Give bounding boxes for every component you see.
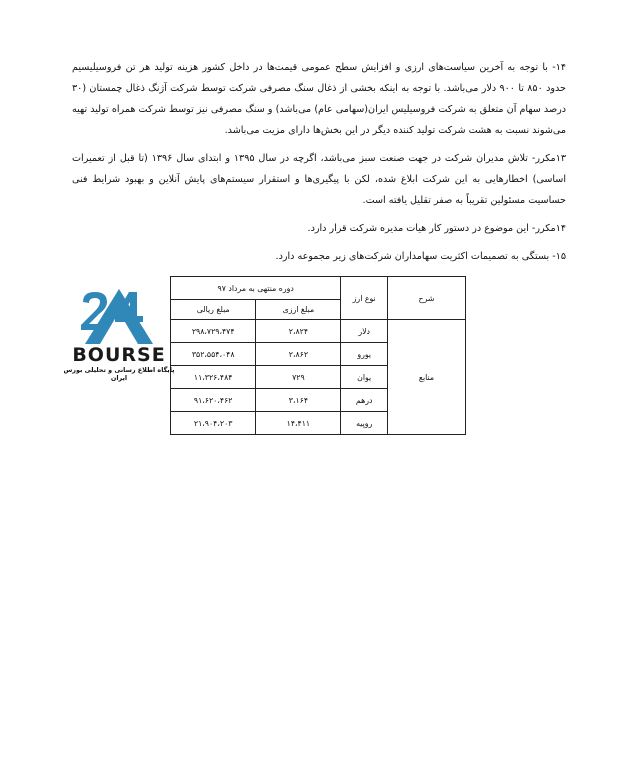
logo-wordmark: BOURSE	[72, 344, 166, 366]
cell-fx-amount: ۲،۸۲۴	[256, 320, 341, 343]
logo-24-mark-icon	[59, 286, 179, 346]
cell-rial-amount: ۹۱،۶۲۰،۴۶۲	[171, 389, 256, 412]
header-period: دوره منتهی به مرداد ۹۷	[171, 277, 341, 300]
table-row	[171, 320, 466, 343]
logo-subtitle: پایگاه اطلاع رسانی و تحلیلی بورس ایران	[63, 366, 175, 382]
cell-fx-amount: ۷۲۹	[256, 366, 341, 389]
header-fx-amount: مبلغ ارزی	[256, 300, 341, 320]
currency-resources-table	[170, 276, 466, 435]
bourse24-logo	[59, 286, 179, 382]
paragraph-14-repeat: ۱۴مکرر- این موضوع در دستور کار هیات مدیره شرکت قرار دارد.	[307, 223, 566, 234]
row-label-resources: منابع	[387, 320, 465, 435]
paragraph-14: ۱۴- با توجه به آخرین سیاست‌های ارزی و افزایش سطح عمومی قیمت‌ها در داخل کشور هزینه تولید هر تن فروسیلیسیم حدود ۸۵۰ تا ۹۰۰ دلار می‌باشد. با توجه به اینکه بخشی از ذغال سنگ مصرفی شرکت توسط شرکت آژنگ ذغال چمستان (۳۰ درصد سهام آن متعلق به شرکت فروسیلیس ایران(سهامی عام) می‌باشد) و سنگ مصرفی نیز توسط شرکت همراه تولید تهیه می‌شوند نسبت به هشت شرکت تولید کننده دیگر در این بخش‌ها دارای مزیت می‌باشد.	[72, 62, 566, 136]
header-rial-amount: مبلغ ریالی	[171, 300, 256, 320]
header-description: شرح	[387, 277, 465, 320]
cell-currency: روپیه	[341, 412, 388, 435]
paragraph-13-repeat: ۱۳مکرر- تلاش مدیران شرکت در جهت صنعت سبز می‌باشد، اگرچه در سال ۱۳۹۵ و ابتدای سال ۱۳۹۶ (تا قبل از تعمیرات اساسی) اخطارهایی به این شرکت ابلاغ شده، لکن با پیگیری‌ها و استقرار سیستم‌های پایش آنلاین و بهبود شرایط فنی حساسیت مسئولین تقریباً به صفر تقلیل یافته است.	[72, 153, 566, 206]
cell-currency: یوان	[341, 366, 388, 389]
header-currency-type: نوع ارز	[341, 277, 388, 320]
cell-fx-amount: ۱۴،۴۱۱	[256, 412, 341, 435]
cell-currency: درهم	[341, 389, 388, 412]
cell-fx-amount: ۲،۸۶۲	[256, 343, 341, 366]
cell-rial-amount: ۱۱،۳۲۶،۴۸۴	[171, 366, 256, 389]
paragraph-15: ۱۵- بستگی به تصمیمات اکثریت سهامداران شرکت‌های زیر مجموعه دارد.	[275, 251, 566, 262]
cell-rial-amount: ۲۹۸،۷۲۹،۴۷۴	[171, 320, 256, 343]
cell-fx-amount: ۳،۱۶۴	[256, 389, 341, 412]
cell-rial-amount: ۳۵۲،۵۵۴،۰۴۸	[171, 343, 256, 366]
cell-currency: دلار	[341, 320, 388, 343]
cell-currency: یورو	[341, 343, 388, 366]
cell-rial-amount: ۲۱،۹۰۴،۲۰۳	[171, 412, 256, 435]
